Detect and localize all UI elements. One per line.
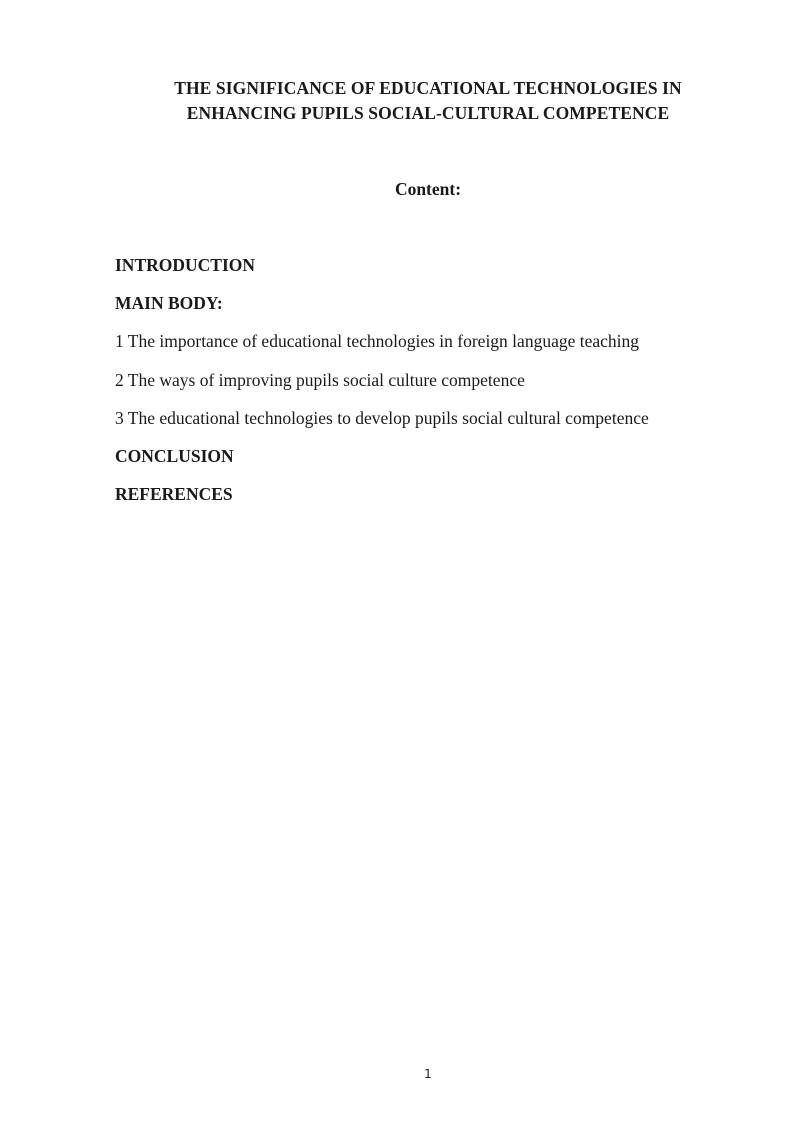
toc-item-introduction: INTRODUCTION: [115, 255, 256, 275]
table-of-contents: [115, 253, 755, 520]
title-line-2: ENHANCING PUPILS SOCIAL-CULTURAL COMPETENCE: [186, 103, 670, 123]
document-title: [128, 76, 728, 126]
toc-item-section-1: 1 The importance of educational technologies in foreign language teaching: [115, 331, 640, 352]
toc-item-section-3: 3 The educational technologies to develop pupils social cultural competence: [115, 407, 649, 428]
page-number: 1: [424, 1067, 432, 1081]
toc-item-references: REFERENCES: [115, 484, 233, 505]
toc-item-conclusion: CONCLUSION: [115, 445, 234, 466]
toc-item-main-body: MAIN BODY:: [115, 293, 223, 314]
content-heading: Content:: [394, 179, 462, 199]
toc-item-section-2: 2 The ways of improving pupils social culture competence: [115, 369, 525, 390]
title-line-1: THE SIGNIFICANCE OF EDUCATIONAL TECHNOLOGIES IN: [174, 78, 682, 98]
